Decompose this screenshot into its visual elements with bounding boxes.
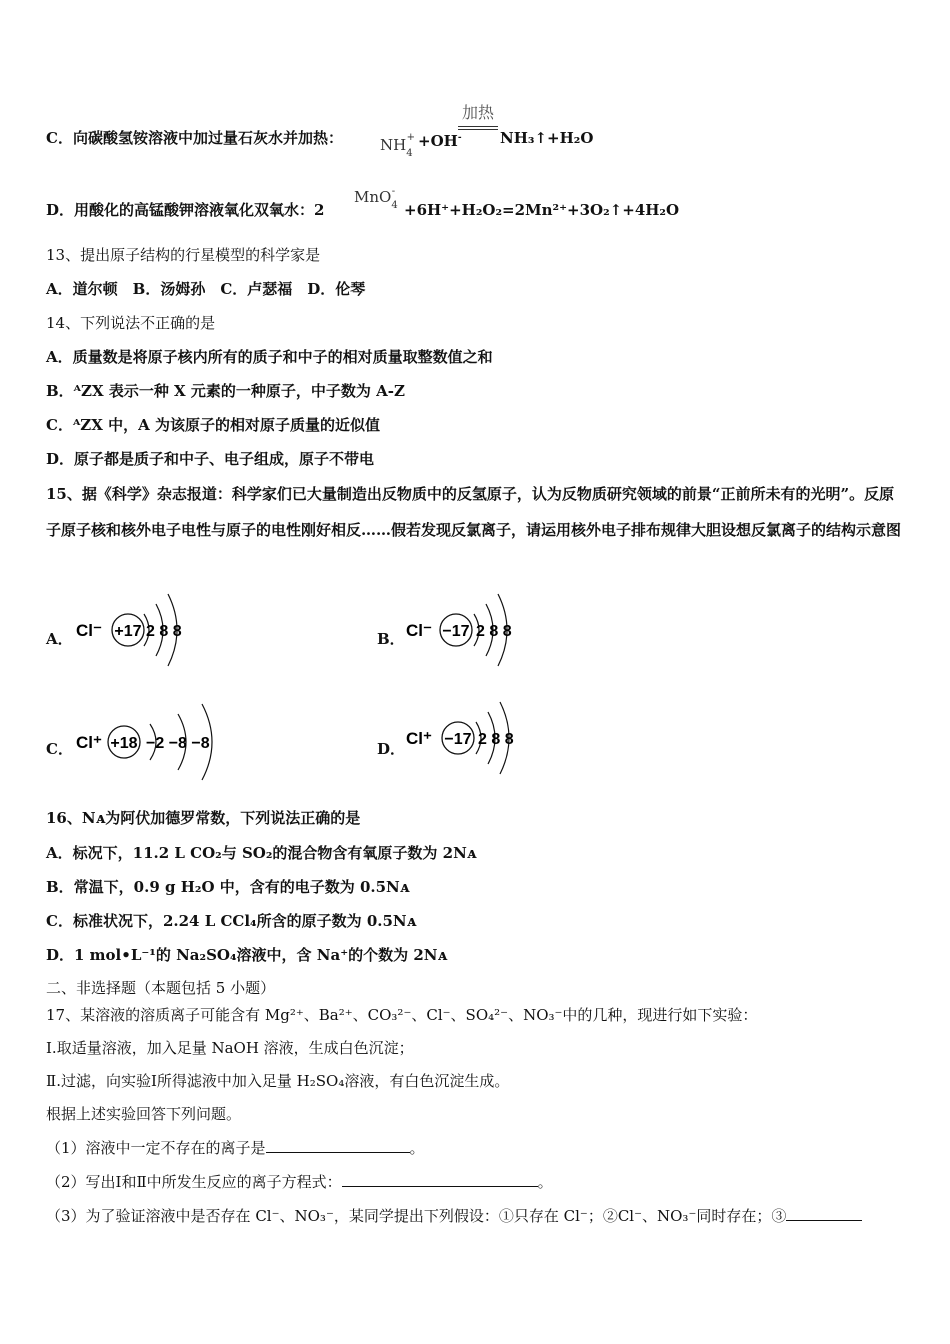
ion-symbol: Cl⁻ — [76, 621, 102, 640]
ammonium-ion — [380, 132, 421, 159]
ion-symbol: Cl⁻ — [406, 621, 432, 640]
ammonium-sub: 4 — [406, 148, 413, 159]
q17-part-1-text: （1）溶液中一定不存在的离子是 — [46, 1139, 266, 1157]
reaction-condition-heat: 加热 — [462, 103, 495, 122]
q16-option-b: B．常温下，0.9 g H₂O 中，含有的电子数为 0.5Nᴀ — [46, 878, 410, 896]
q15-option-b-label: B． — [377, 630, 405, 648]
q17-intro: 根据上述实验回答下列问题。 — [46, 1105, 242, 1123]
q12-d-rest: +6H⁺+H₂O₂=2Mn²⁺+3O₂↑+4H₂O — [404, 201, 680, 219]
q13-stem: 13、提出原子结构的行星模型的科学家是 — [46, 246, 321, 264]
answer-blank-3[interactable] — [786, 1206, 862, 1221]
q17-part-2-end: 。 — [537, 1173, 553, 1191]
reaction-arrow-line-2 — [458, 129, 498, 130]
q14-option-b: B．ᴬZX 表示一种 X 元素的一种原子，中子数为 A-Z — [46, 382, 405, 400]
hydroxide-text: +OH — [418, 132, 458, 150]
q15-option-a-label: A． — [46, 630, 73, 648]
q17-part-1-end: 。 — [409, 1139, 425, 1157]
q14-option-d: D．原子都是质子和中子、电子组成，原子不带电 — [46, 450, 375, 468]
ammonium-sup: + — [406, 132, 415, 143]
q17-stem: 17、某溶液的溶质离子可能含有 Mg²⁺、Ba²⁺、CO₃²⁻、Cl⁻、SO₄²⁻、NO₃⁻中的几种，现进行如下实验： — [46, 1006, 758, 1024]
q17-part-2 — [46, 1172, 553, 1192]
permanganate-sub: 4 — [391, 200, 398, 211]
q15-stem: 15、据《科学》杂志报道：科学家们已大量制造出反物质中的反氢原子，认为反物质研究领域的前景“正前所未有的光明”。反原子原子核和核外电子电性与原子的电性刚好相反……假若发现反氯离子，请运用核外电子排布规律大胆设想反氯离子的结构示意图 — [46, 485, 902, 539]
q12-option-d — [46, 200, 324, 220]
q15-option-d-label: D． — [377, 740, 406, 758]
permanganate-formula: MnO — [354, 188, 392, 206]
q12-option-c — [46, 128, 343, 148]
q14-option-a: A．质量数是将原子核内所有的质子和中子的相对质量取整数值之和 — [46, 348, 493, 366]
hydroxide-sup: - — [457, 133, 462, 143]
hydroxide-term — [418, 128, 462, 151]
permanganate-ion — [354, 186, 401, 211]
q15-option-c-label: C． — [46, 740, 73, 758]
ion-symbol: Cl⁺ — [76, 733, 102, 752]
reaction-arrow-line — [458, 126, 498, 127]
q17-part-1 — [46, 1138, 425, 1158]
permanganate-sup: - — [391, 186, 396, 197]
q15-option-d-diagram — [404, 694, 524, 784]
q12-d-label: D．用酸化的高锰酸钾溶液氧化双氧水：2 — [46, 201, 325, 219]
nucleus-charge: −17 — [442, 623, 470, 640]
q16-option-c: C．标准状况下，2.24 L CCl₄所含的原子数为 0.5Nᴀ — [46, 912, 417, 930]
q16-stem: 16、Nᴀ为阿伏加德罗常数，下列说法正确的是 — [46, 809, 361, 827]
q17-part-3-text: （3）为了验证溶液中是否存在 Cl⁻、NO₃⁻，某同学提出下列假设：①只存在 Cl⁻；②Cl⁻、NO₃⁻同时存在；③ — [46, 1207, 787, 1225]
q15-option-a-diagram — [74, 588, 194, 672]
answer-blank-2[interactable] — [342, 1172, 538, 1187]
q17-part-2-text: （2）写出Ⅰ和Ⅱ中所发生反应的离子方程式： — [46, 1173, 342, 1191]
q17-part-3 — [46, 1206, 862, 1226]
q12-c-label: C．向碳酸氢铵溶液中加过量石灰水并加热： — [46, 129, 343, 147]
q16-option-a: A．标况下，11.2 L CO₂与 SO₂的混合物含有氧原子数为 2Nᴀ — [46, 844, 477, 862]
nucleus-charge: +17 — [114, 623, 142, 640]
ion-symbol: Cl⁺ — [406, 729, 432, 748]
shell-electrons: 2 8 8 — [478, 731, 514, 748]
q14-option-c: C．ᴬZX 中，A 为该原子的相对原子质量的近似值 — [46, 416, 380, 434]
q17-experiment-2: Ⅱ.过滤，向实验Ⅰ所得滤液中加入足量 H₂SO₄溶液，有白色沉淀生成。 — [46, 1072, 510, 1090]
q13-options: A．道尔顿 B．汤姆孙 C．卢瑟福 D．伦琴 — [46, 280, 366, 298]
answer-blank-1[interactable] — [266, 1138, 410, 1153]
q14-stem: 14、下列说法不正确的是 — [46, 314, 216, 332]
shell-electrons: 2 8 8 — [146, 623, 182, 640]
ammonium-formula: NH — [380, 136, 407, 154]
q12-c-products: NH₃↑+H₂O — [500, 129, 594, 147]
q15-option-c-diagram — [74, 700, 244, 784]
nucleus-charge: +18 — [110, 735, 138, 752]
shell-electrons: 2 8 8 — [476, 623, 512, 640]
section-2-heading: 二、非选择题（本题包括 5 小题） — [46, 979, 276, 997]
shell-electrons: −2 −8 −8 — [146, 735, 210, 752]
q15-option-b-diagram — [404, 588, 524, 672]
nucleus-charge: −17 — [444, 731, 472, 748]
q16-option-d: D．1 mol•L⁻¹的 Na₂SO₄溶液中，含 Na⁺的个数为 2Nᴀ — [46, 946, 448, 964]
q17-experiment-1: Ⅰ.取适量溶液，加入足量 NaOH 溶液，生成白色沉淀； — [46, 1039, 414, 1057]
